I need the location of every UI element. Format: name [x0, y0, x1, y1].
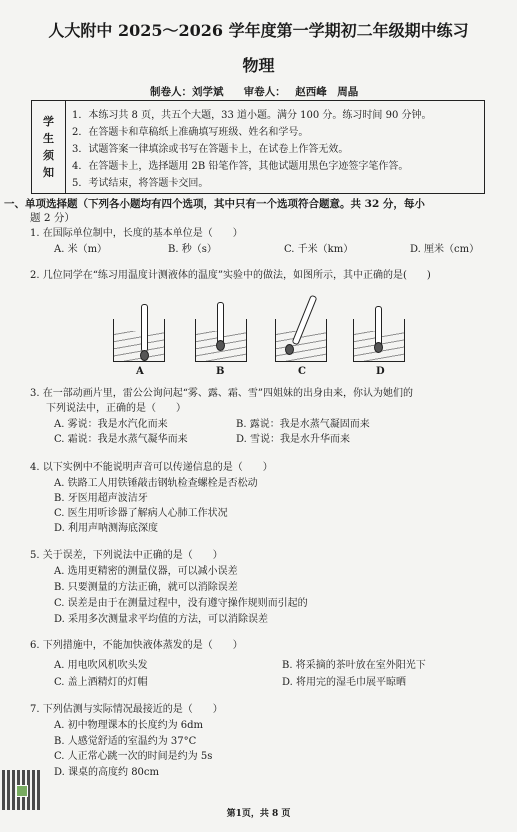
- exam-title: 人大附中 2025～2026 学年度第一学期初二年级期中练习: [48, 21, 469, 40]
- q7-option-b: B. 人感觉舒适的室温约为 37°C: [54, 736, 197, 747]
- question-2-stem: 2. 几位同学在“练习用温度计测液体的温度”实验中的做法，如图所示，其中正确的是( ): [30, 270, 431, 281]
- notice-side-char: 须: [43, 149, 54, 162]
- question-4-stem: 4. 以下实例中不能说明声音可以传递信息的是（ ）: [30, 462, 273, 473]
- notice-line: 1．本练习共 8 页，共五个大题，33 道小题。满分 100 分。练习时间 90 分钟。: [72, 110, 432, 121]
- notice-line: 4．在答题卡上，选择题用 2B 铅笔作答，其他试题用黑色字迹签字笔作答。: [72, 161, 409, 172]
- exam-makers: 制卷人：刘学斌 审卷人： 赵西峰 周晶: [150, 86, 359, 98]
- q1-option-b: B. 秒（s）: [168, 244, 217, 255]
- notice-side-char: 学: [43, 115, 54, 128]
- question-3-stem: 3. 在一部动画片里，雷公公询问起“雾、露、霜、雪”四姐妹的出身由来，你认为她们的: [30, 388, 413, 399]
- q1-option-a: A. 米（m）: [54, 244, 108, 255]
- notice-side-char: 知: [43, 166, 54, 179]
- q1-option-d: D. 厘米（cm）: [410, 244, 480, 255]
- figure-label-d: D: [376, 366, 385, 377]
- q4-option-c: C. 医生用听诊器了解病人心肺工作状况: [54, 508, 228, 519]
- page-footer: 第1页，共 8 页: [226, 809, 291, 819]
- q3-option-a: A. 雾说：我是水汽化而来: [54, 419, 168, 430]
- qr-code: [2, 770, 40, 810]
- question-7-stem: 7. 下列估测与实际情况最接近的是（ ）: [30, 704, 223, 715]
- q5-option-d: D. 采用多次测量求平均值的方法，可以消除误差: [54, 614, 269, 625]
- thermometer-bulb-b: [216, 340, 225, 351]
- section-heading-cont: 题 2 分）: [30, 212, 75, 224]
- q7-option-a: A. 初中物理课本的长度约为 6dm: [54, 720, 204, 731]
- q4-option-a: A. 铁路工人用铁锤敲击钢轨检查螺栓是否松动: [54, 478, 258, 489]
- notice-line: 3．试题答案一律填涂或书写在答题卡上，在试卷上作答无效。: [72, 144, 349, 155]
- notice-line: 5．考试结束，将答题卡交回。: [72, 178, 209, 189]
- notice-line: 2．在答题卡和草稿纸上准确填写班级、姓名和学号。: [72, 127, 309, 138]
- q7-option-d: D. 课桌的高度约 80cm: [54, 767, 160, 778]
- student-notice-box: [31, 100, 485, 194]
- thermometer-bulb-c: [285, 344, 294, 355]
- figure-label-a: A: [136, 366, 144, 377]
- q6-option-a: A. 用电吹风机吹头发: [54, 660, 148, 671]
- beaker-a: [113, 319, 165, 362]
- thermometer-b: [217, 302, 224, 344]
- q6-option-b: B. 将采摘的茶叶放在室外阳光下: [282, 660, 426, 671]
- q5-option-b: B. 只要测量的方法正确，就可以消除误差: [54, 582, 238, 593]
- thermometer-bulb-d: [374, 342, 383, 353]
- question-3-stem-cont: 下列说法中，正确的是（ ）: [46, 403, 186, 414]
- figure-label-c: C: [298, 366, 306, 377]
- question-1-stem: 1. 在国际单位制中，长度的基本单位是（ ）: [30, 228, 243, 239]
- thermometer-a: [141, 304, 148, 352]
- q3-option-d: D. 雪说：我是水升华而来: [236, 434, 351, 445]
- thermometer-d: [375, 306, 382, 346]
- q1-option-c: C. 千米（km）: [284, 244, 354, 255]
- section-heading: 一、单项选择题（下列各小题均有四个选项，其中只有一个选项符合题意。共 32 分，每小: [4, 198, 425, 210]
- thermometer-figure: [113, 302, 413, 362]
- q3-option-b: B. 露说：我是水蒸气凝固而来: [236, 419, 370, 430]
- q6-option-c: C. 盖上酒精灯的灯帽: [54, 677, 148, 688]
- notice-side-char: 生: [43, 132, 54, 145]
- subject-title: 物理: [242, 56, 275, 75]
- q6-option-d: D. 将用完的湿毛巾展平晾晒: [282, 677, 407, 688]
- q4-option-d: D. 利用声呐测海底深度: [54, 523, 159, 534]
- q5-option-a: A. 选用更精密的测量仪器，可以减小误差: [54, 566, 238, 577]
- q5-option-c: C. 误差是由于在测量过程中，没有遵守操作规则而引起的: [54, 598, 308, 609]
- notice-side-label: [32, 101, 66, 193]
- figure-label-b: B: [216, 366, 225, 377]
- thermometer-bulb-a: [140, 350, 149, 361]
- q3-option-c: C. 霜说：我是水蒸气凝华而来: [54, 434, 188, 445]
- q4-option-b: B. 牙医用超声波洁牙: [54, 493, 148, 504]
- question-5-stem: 5. 关于误差，下列说法中正确的是（ ）: [30, 550, 223, 561]
- question-6-stem: 6. 下列措施中，不能加快液体蒸发的是（ ）: [30, 640, 243, 651]
- q7-option-c: C. 人正常心跳一次的时间是约为 5s: [54, 751, 213, 762]
